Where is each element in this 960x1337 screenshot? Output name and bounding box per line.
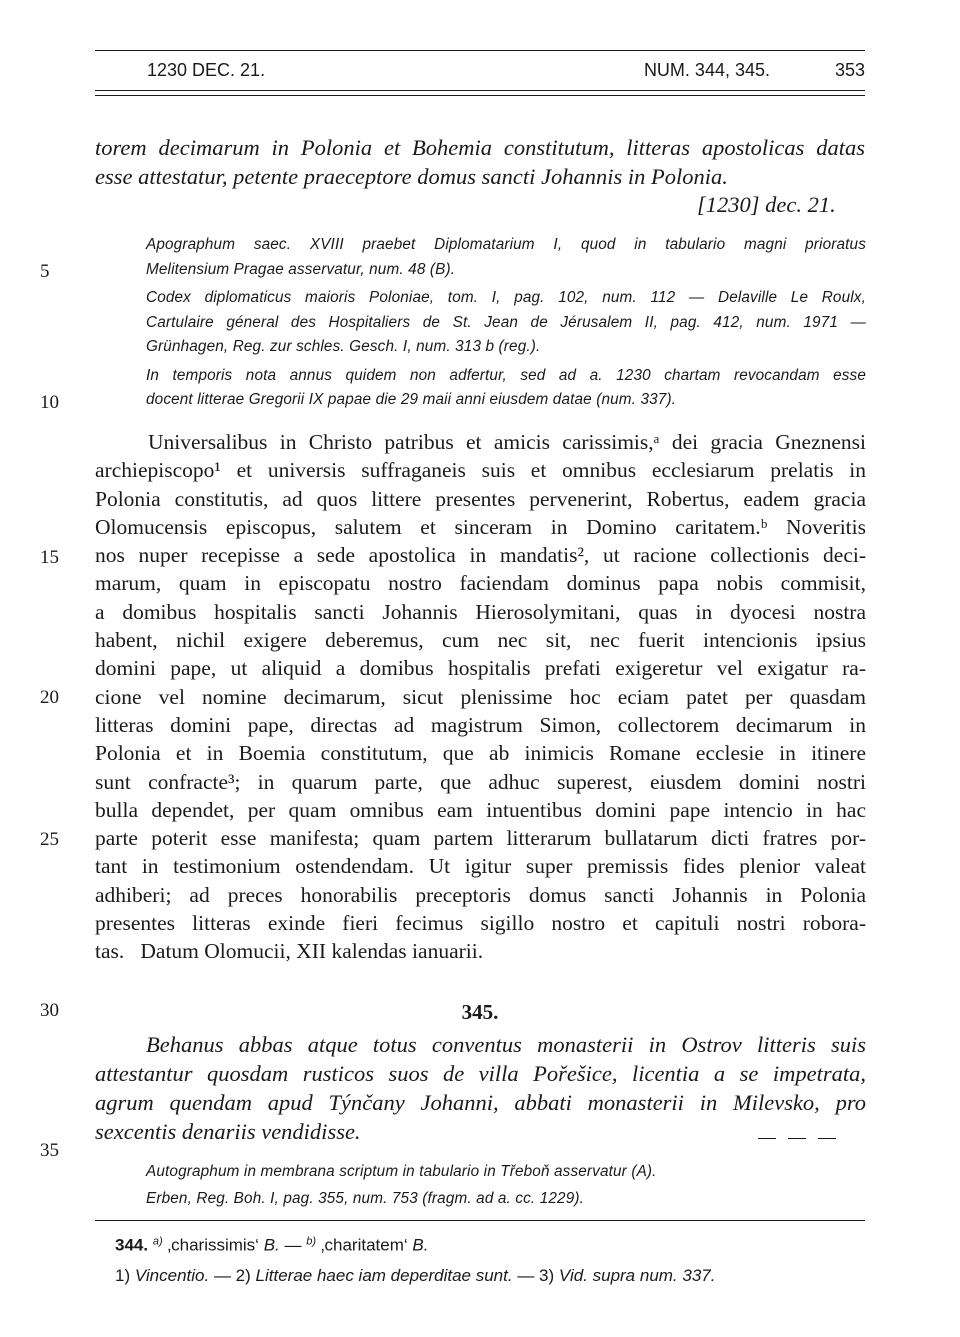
line-number: 10 xyxy=(40,392,59,413)
variant-mark: a) xyxy=(152,1235,163,1247)
note-line: docent litterae Gregorii IX papae die 29 maii anni eiusdem datae (num. 337). xyxy=(146,391,677,408)
footnote-rule xyxy=(95,1220,865,1221)
notes-344 xyxy=(146,233,866,413)
line-number: 30 xyxy=(40,1000,59,1021)
note-line: Codex diplomaticus maioris Poloniae, tom. I, pag. 102, num. 112 — Delaville Le Roulx, xyxy=(146,289,866,306)
variant-sigle: B. xyxy=(263,1235,280,1255)
running-header xyxy=(95,60,865,86)
line-number: 20 xyxy=(40,687,59,708)
text-line: cione vel nomine decimarum, sicut plenissime hoc eciam patet per quasdam xyxy=(95,684,866,709)
header-rule-bottom-1 xyxy=(95,90,865,91)
text-line: adhiberi; ad preces honorabilis preceptoris domus sancti Johannis in Polonia xyxy=(95,882,866,907)
note-line: Grünhagen, Reg. zur schles. Gesch. I, num. 313 b (reg.). xyxy=(146,338,541,355)
note-line: Cartulaire géneral des Hospitaliers de St. Jean de Jérusalem II, pag. 412, num. 1971 — xyxy=(146,313,866,331)
document-number-345: 345. xyxy=(461,1000,499,1024)
note-line: Melitensium Pragae asservatur, num. 48 (B). xyxy=(146,260,456,278)
footnote-text: Vincentio. xyxy=(134,1266,210,1285)
line-number: 5 xyxy=(40,261,50,282)
footnote-mark: 3) xyxy=(539,1266,555,1285)
text-line: Polonia et in Boemia constitutum, que ab inimicis Romane ecclesie in itinere xyxy=(95,741,866,766)
variant-doc-number: 344. xyxy=(115,1235,149,1255)
regest-line: sexcentis denariis vendidisse. xyxy=(95,1119,361,1144)
text-line: sunt confracte³; in quarum parte, que adhuc superest, eiusdem domini nostri xyxy=(95,769,866,794)
header-rule-bottom-2 xyxy=(95,95,865,96)
explanatory-footnotes: 1) Vincentio. — 2) Litterae haec iam deperditae sunt. — 3) Vid. supra num. 337. xyxy=(115,1266,716,1285)
text-line: Olomucensis episcopus, salutem et sinceram in Domino caritatem.ᵇ Noveritis xyxy=(95,514,866,539)
text-line: bulla dependet, per quam omnibus eam intuentibus domini pape intencio in hac xyxy=(95,797,866,822)
text-line: tas. Datum Olomucii, XII kalendas ianuarii. xyxy=(95,939,484,964)
separator-dash xyxy=(788,1138,806,1139)
regest-line: attestantur quosdam rusticos suos de villa Pořešice, licentia a se impetrata, xyxy=(95,1061,866,1086)
text-line: presentes litteras exinde fieri fecimus sigillo nostro et capituli nostri robora- xyxy=(95,911,866,936)
note-line: Apographum saec. XVIII praebet Diplomatarium I, quod in tabulario magni prioratus xyxy=(146,236,866,253)
footnote-mark: 2) xyxy=(235,1266,251,1285)
header-doc-numbers: NUM. 344, 345. xyxy=(643,60,770,80)
variant-apparatus: 344. $^{a)}$ ‚charissimis‘ B. — $^{b)}$ ‚charitatem‘ B. xyxy=(115,1235,429,1255)
text-line: parte poterit esse manifesta; quam partem litterarum bullatarum dicti fratres por- xyxy=(95,826,866,851)
page-number: 353 xyxy=(834,60,865,80)
text-line: nos nuper recepisse a sede apostolica in mandatis², ut racione collectionis deci- xyxy=(95,543,866,568)
note-line: Erben, Reg. Boh. I, pag. 355, num. 753 (fragm. ad a. cc. 1229). xyxy=(146,1190,585,1207)
regest-date: [1230] dec. 21. xyxy=(697,192,836,217)
line-number: 25 xyxy=(40,829,59,850)
regest-line: torem decimarum in Polonia et Bohemia constitutum, litteras apostolicas datas xyxy=(95,135,865,160)
note-line: In temporis nota annus quidem non adfertur, sed ad a. 1230 chartam revocandam esse xyxy=(146,366,866,384)
charter-text-344 xyxy=(95,428,866,966)
variant-mark: b) xyxy=(306,1235,316,1247)
text-line: archiepiscopo¹ et universis suffraganeis suis et omnibus ecclesiarum prelatis in xyxy=(95,458,866,483)
footnote-text: Vid. supra num. 337. xyxy=(558,1266,716,1285)
separator-dash xyxy=(818,1138,836,1139)
header-rule-top xyxy=(95,50,865,51)
variant-sigle: B. xyxy=(412,1235,429,1255)
regest-344 xyxy=(95,133,865,191)
text-line: litteras domini pape, directas ad magistrum Simon, collectorem decimarum in xyxy=(95,712,866,737)
text-line: a domibus hospitalis sancti Johannis Hierosolymitani, quas in dyocesi nostra xyxy=(95,599,866,624)
regest-line: Behanus abbas atque totus conventus monasterii in Ostrov litteris suis xyxy=(146,1032,866,1057)
header-date: 1230 DEC. 21. xyxy=(147,60,266,80)
footnote-mark: 1) xyxy=(115,1266,131,1285)
line-number: 35 xyxy=(40,1140,59,1161)
footnote-text: Litterae haec iam deperditae sunt. xyxy=(255,1266,513,1285)
variant-reading: ‚charitatem‘ xyxy=(320,1235,408,1255)
regest-line: agrum quendam apud Týnčany Johanni, abbati monasterii in Milevsko, pro xyxy=(95,1090,866,1115)
regest-345 xyxy=(95,1030,866,1146)
regest-line: esse attestatur, petente praeceptore domus sancti Johannis in Polonia. xyxy=(95,164,728,189)
text-line: domini pape, ut aliquid a domibus hospitalis prefati exigeretur vel exigatur ra- xyxy=(95,656,866,681)
text-line: Polonia constitutis, ad quos littere presentes pervenerint, Robertus, eadem gracia xyxy=(95,486,866,511)
text-line: Universalibus in Christo patribus et amicis carissimis,ᵃ dei gracia Gneznensi xyxy=(148,430,866,454)
text-line: marum, quam in episcopatu nostro faciendam dominus papa nobis commisit, xyxy=(95,571,866,596)
variant-reading: ‚charissimis‘ xyxy=(167,1235,259,1255)
line-number: 15 xyxy=(40,547,59,568)
note-line: Autographum in membrana scriptum in tabulario in Třeboň asservatur (A). xyxy=(146,1163,657,1180)
notes-345 xyxy=(146,1158,866,1212)
text-line: tant in testimonium ostendendam. Ut igitur super premissis fides plenior valeat xyxy=(95,854,866,879)
text-line: habent, nichil exigere deberemus, cum nec sit, nec fuerit intencionis ipsius xyxy=(95,628,866,653)
separator-dash xyxy=(758,1138,776,1139)
